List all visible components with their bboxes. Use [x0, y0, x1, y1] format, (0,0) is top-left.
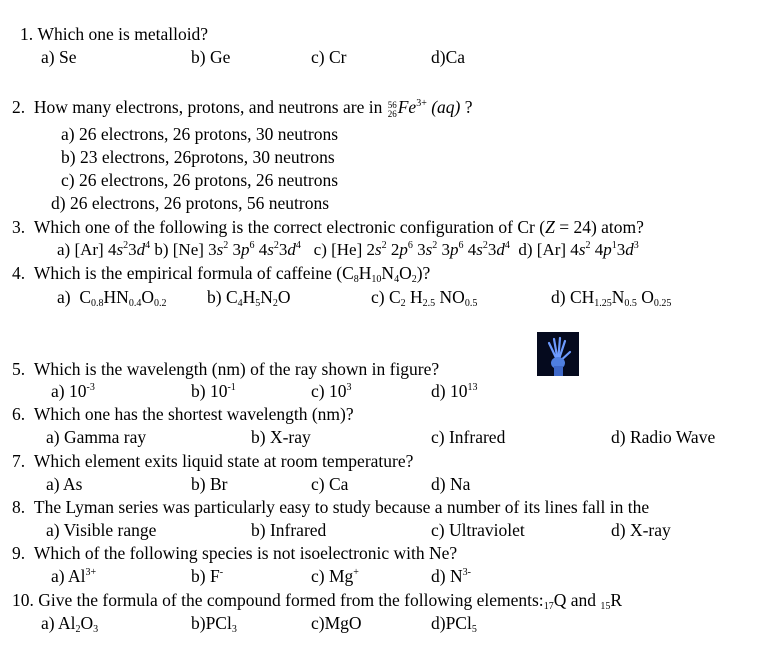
- q4-option-b: b) C4H5N2O: [207, 287, 291, 309]
- question-9: 9. Which of the following species is not isoelectronic with Ne?: [12, 543, 458, 563]
- question-10: 10. Give the formula of the compound formed from the following elements:17Q and 15R: [12, 590, 623, 612]
- question-8: 8. The Lyman series was particularly easy to study because a number of its lines fall in the: [12, 497, 650, 517]
- q8-option-b: b) Infrared: [251, 520, 327, 540]
- q5-option-d: d) $10^{13}$: [431, 381, 478, 401]
- q8-option-c: c) Ultraviolet: [431, 520, 525, 540]
- q1-option-b: b) Ge: [191, 47, 231, 67]
- q2-option-c: c) 26 electrons, 26 protons, 26 neutrons: [61, 170, 339, 190]
- q9-option-a: a) $Al^{3+}$: [51, 566, 97, 586]
- q5-option-c: c) $10^3$: [311, 381, 352, 401]
- q6-option-d: d) Radio Wave: [611, 427, 716, 447]
- q10-option-b: b)PCl3: [191, 613, 237, 635]
- q6-option-b: b) X-ray: [251, 427, 311, 447]
- question-5: 5. Which is the wavelength (nm) of the ray shown in figure?: [12, 359, 440, 379]
- q5-option-a: a) $10^{-3}$: [51, 381, 95, 401]
- q4-option-c: c) C2 H2.5 NO0.5: [371, 287, 478, 309]
- q7-option-c: c) Ca: [311, 474, 349, 494]
- question-4: 4. Which is the empirical formula of caffeine (C8H10N4O2)?: [12, 263, 431, 285]
- q5-option-b: b) $10^{-1}$: [191, 381, 236, 401]
- fe-nuclide-numbers: 56 26: [387, 100, 397, 119]
- q8-option-d: d) X-ray: [611, 520, 671, 540]
- q4-option-a: a) C0.8HN0.4O0.2: [57, 287, 167, 309]
- q10-option-d: d)PCl5: [431, 613, 477, 635]
- q9-option-c: c) Mg+: [311, 566, 359, 586]
- q7-option-a: a) As: [46, 474, 83, 494]
- question-6: 6. Which one has the shortest wavelength (nm)?: [12, 404, 354, 424]
- q1-option-a: a) Se: [41, 47, 77, 67]
- q6-option-a: a) Gamma ray: [46, 427, 147, 447]
- question-2: 2. How many electrons, protons, and neutrons are in 56 26 $Fe^{3+}$ (aq) ?: [12, 97, 473, 119]
- q8-option-a: a) Visible range: [46, 520, 157, 540]
- q10-option-a: a) Al2O3: [41, 613, 99, 635]
- q4-option-d: d) CH1.25N0.5 O0.25: [551, 287, 672, 309]
- xray-hand-image: [537, 332, 579, 376]
- question-7: 7. Which element exits liquid state at room temperature?: [12, 451, 414, 471]
- q1-option-d: d)Ca: [431, 47, 466, 67]
- question-3: 3. Which one of the following is the correct electronic configuration of Cr (Z = 24) atom?: [12, 217, 644, 237]
- q6-option-c: c) Infrared: [431, 427, 506, 447]
- q10-option-c: c)MgO: [311, 613, 362, 633]
- q2-option-b: b) 23 electrons, 26protons, 30 neutrons: [61, 147, 335, 167]
- q9-option-b: b) F-: [191, 566, 224, 586]
- q9-option-d: d) $N^{3-}$: [431, 566, 471, 586]
- q7-option-b: b) Br: [191, 474, 228, 494]
- q2-option-d: d) 26 electrons, 26 protons, 56 neutrons: [51, 193, 330, 213]
- q2-option-a: a) 26 electrons, 26 protons, 30 neutrons: [61, 124, 339, 144]
- q7-option-d: d) Na: [431, 474, 471, 494]
- question-1: 1. Which one is metalloid?: [20, 24, 209, 44]
- q1-option-c: c) Cr: [311, 47, 347, 67]
- q3-options: a) [Ar] $4s^23d^4$ b) [Ne] $3s^2$ $3p^6$ $4s^23d^4$ c) [He] $2s^2$ $2p^6$ $3s^2$ $3p^6$ $4s^23d^4$ d) [Ar] $4s^2$ $4p^13d^3$: [57, 240, 639, 259]
